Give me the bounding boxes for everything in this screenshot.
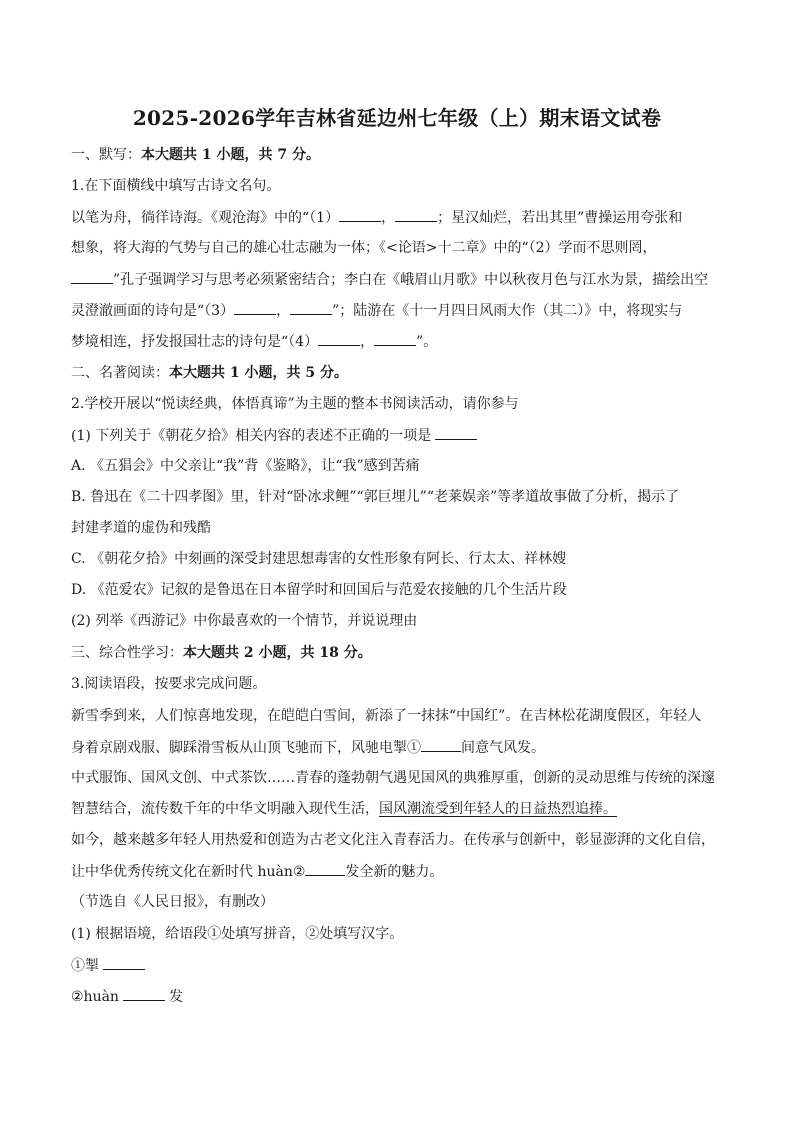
answer-blank[interactable] [339, 207, 381, 222]
q3-sub-1: (1) 根据语境，给语段①处填写拼音，②处填写汉字。 [71, 926, 404, 942]
passage-text: 智慧结合，流传数千年的中华文明融入现代生活， [71, 801, 379, 817]
q1-line-5 [71, 331, 731, 352]
q2-sub-1 [71, 425, 731, 446]
q2-sub-2: (2) 列举《西游记》中你最喜欢的一个情节，并说说理由 [71, 613, 418, 629]
q1-text: 以笔为舟，徜徉诗海。《观沧海》中的“（1） [71, 210, 340, 226]
passage-text: 发全新的魅力。 [345, 864, 444, 880]
answer-blank[interactable] [305, 861, 345, 876]
passage-line-5: 如今，越来越多年轻人用热爱和创造为古老文化注入青春活力。在传承与创新中，彰显澎湃的文化自信， [71, 832, 715, 848]
q3-stem: 3.阅读语段，按要求完成问题。 [71, 676, 267, 692]
option-b[interactable]: B. 鲁迅在《二十四孝图》里，针对“卧冰求鲤”“郭巨埋儿”“老莱娱亲”等孝道故事做了分析，揭示了 [71, 489, 680, 505]
passage-line-1: 新雪季到来，人们惊喜地发现，在皑皑白雪间，新添了一抹抹“中国红”。在吉林松花湖度假区，年轻人 [71, 708, 702, 724]
answer-blank[interactable] [435, 425, 477, 440]
q1-text: ”；陆游在《十一月四日风雨大作（其二）》中，将现实与 [332, 303, 683, 319]
passage-source: （节选自《人民日报》，有删改） [71, 894, 274, 910]
q1-text: 灵澄澈画面的诗句是“（3） [71, 303, 235, 319]
q1-text: ；星汉灿烂，若出其里”曹操运用夸张和 [437, 210, 683, 226]
answer-label: ②huàn [71, 989, 119, 1005]
answer-label: 发 [168, 989, 183, 1005]
answer-line-1 [71, 955, 731, 976]
answer-blank[interactable] [71, 269, 113, 284]
passage-text: 间意气风发。 [461, 740, 545, 756]
passage-line-4 [71, 799, 731, 819]
q2-sub-1-text: (1) 下列关于《朝花夕拾》相关内容的表述不正确的一项是 [71, 428, 432, 444]
answer-blank[interactable] [234, 300, 276, 315]
passage-text: 身着京剧戏服、脚踩滑雪板从山顶飞驰而下，风驰电掣① [71, 740, 421, 756]
q1-text: ”。 [416, 334, 438, 350]
section-3-info: 本大题共 2 小题，共 18 分。 [183, 645, 372, 661]
answer-blank[interactable] [421, 737, 461, 752]
answer-blank[interactable] [103, 955, 145, 970]
answer-blank[interactable] [374, 331, 416, 346]
underlined-sentence: 国风潮流受到年轻人的日益热烈追捧。 [379, 801, 617, 817]
passage-line-3: 中式服饰、国风文创、中式茶饮……青春的蓬勃朝气遇见国风的典雅厚重，创新的灵动思维与传统的深邃 [71, 770, 715, 786]
section-2-prefix: 二、名著阅读： [71, 365, 169, 381]
q1-stem: 1.在下面横线中填写古诗文名句。 [71, 178, 281, 194]
q1-text: ， [381, 210, 396, 226]
section-2-info: 本大题共 1 小题，共 5 分。 [169, 365, 348, 381]
section-3-heading [71, 643, 731, 663]
q1-line-1 [71, 207, 731, 228]
q1-text: ， [360, 334, 375, 350]
section-1-heading [71, 145, 731, 165]
section-1-prefix: 一、默写： [71, 147, 141, 163]
option-b-cont: 封建孝道的虚伪和残酷 [71, 520, 211, 536]
q1-line-2: 想象，将大海的气势与自己的雄心壮志融为一体；《<论语>十二章》中的“（2）学而不思则罔， [71, 240, 657, 256]
option-a[interactable]: A. 《五猖会》中父亲让“我”背《鉴略》，让“我”感到苦痛 [71, 458, 420, 474]
answer-blank[interactable] [318, 331, 360, 346]
section-1-info: 本大题共 1 小题，共 7 分。 [141, 147, 320, 163]
option-d[interactable]: D. 《范爱农》记叙的是鲁迅在日本留学时和回国后与范爱农接触的几个生活片段 [71, 582, 567, 598]
option-c[interactable]: C. 《朝花夕拾》中刻画的深受封建思想毒害的女性形象有阿长、行太太、祥林嫂 [71, 551, 567, 567]
q1-text: ， [276, 303, 291, 319]
passage-line-6 [71, 861, 731, 882]
page-title: 2025-2026学年吉林省延边州七年级（上）期末语文试卷 [132, 106, 662, 130]
answer-blank[interactable] [290, 300, 332, 315]
q1-text: 梦境相连，抒发报国壮志的诗句是“（4） [71, 334, 319, 350]
q2-stem: 2.学校开展以“悦读经典，体悟真谛”为主题的整本书阅读活动，请你参与 [71, 396, 519, 412]
section-3-prefix: 三、综合性学习： [71, 645, 183, 661]
answer-blank[interactable] [395, 207, 437, 222]
q1-line-3 [71, 269, 731, 290]
answer-blank[interactable] [123, 986, 165, 1001]
q1-text: ”孔子强调学习与思考必须紧密结合；李白在《峨眉山月歌》中以秋夜月色与江水为景，描绘出空 [113, 272, 709, 288]
answer-label: ①掣 [71, 958, 99, 974]
passage-line-2 [71, 737, 731, 758]
q1-line-4 [71, 300, 731, 321]
answer-line-2 [71, 986, 731, 1007]
passage-text: 让中华优秀传统文化在新时代 huàn② [71, 864, 306, 880]
section-2-heading [71, 363, 731, 383]
